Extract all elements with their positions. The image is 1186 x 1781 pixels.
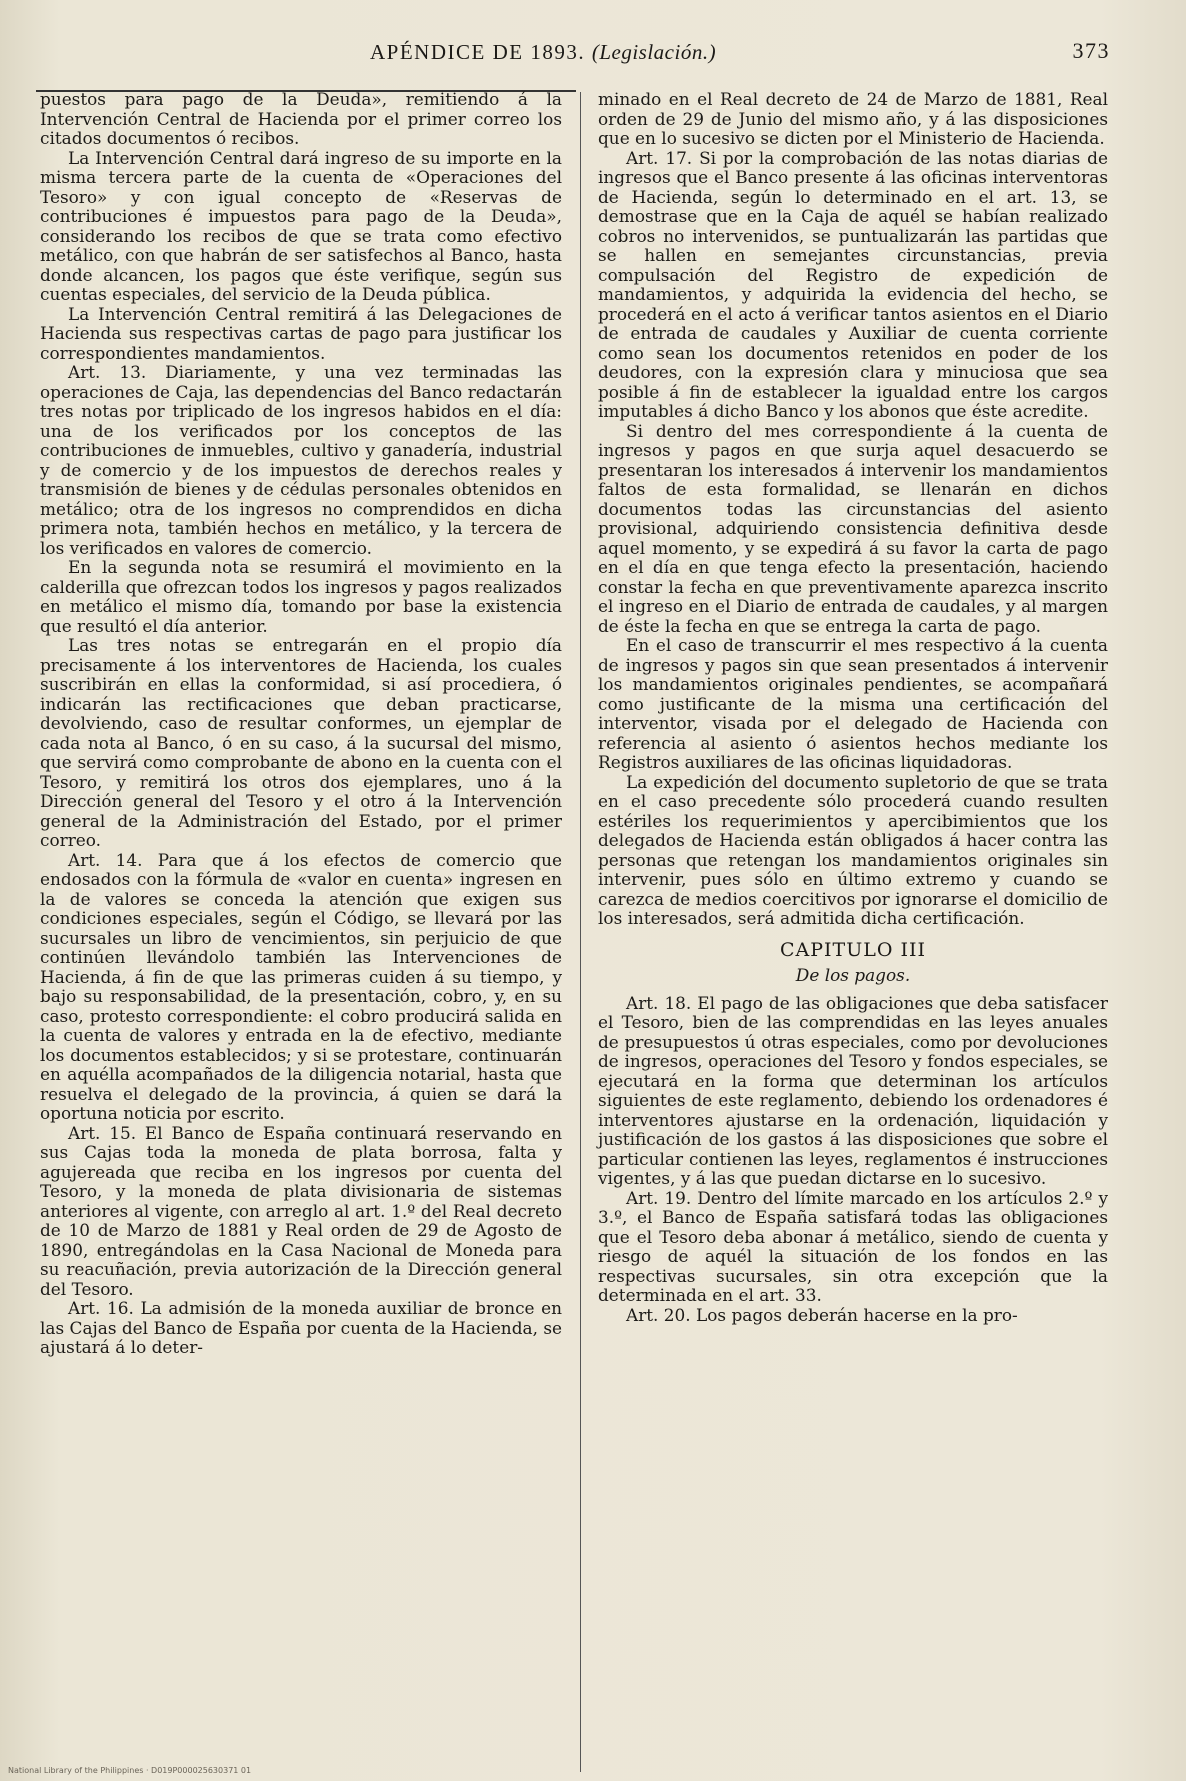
paragraph: Si dentro del mes correspondiente á la cuenta de ingresos y pagos en que surja aquel desacuerdo se presentaran los interesados á intervenir los mandamientos faltos de esta formalidad, se llenarán en dichos documentos todas las circunstancias del asiento provisional, adquiriendo consistencia definitiva desde aquel momento, y se expedirá á su favor la carta de pago en el día en que tenga efecto la presentación, haciendo constar la fecha en que preventivamente aparezca inscrito el ingreso en el Diario de entrada de caudales, y al margen de éste la fecha en que se entrega la carta de pago. [598,420,1108,636]
header-title: APÉNDICE DE 1893. (Legislación.) [370,40,717,64]
paragraph: Art. 19. Dentro del límite marcado en los artículos 2.º y 3.º, el Banco de España satisfará todas las obligaciones que el Tesoro deba abonar á metálico, siendo de cuenta y riesgo de aquél la situación de los fondos en las respectivas sucursales, sin otra excepción que la determinada en el art. 33. [598,1187,1108,1305]
paragraph: Art. 17. Si por la comprobación de las notas diarias de ingresos que el Banco presente á las oficinas interventoras de Hacienda, según lo determinado en el art. 13, se demostrase que en la Caja de aquél se habían realizado cobros no intervenidos, se puntualizarán las partidas que se hallen en semejantes circunstancias, previa compulsación del Registro de expedición de mandamientos, y adquirida la evidencia del hecho, se procederá en el acto á verificar tantos asientos en el Diario de entrada de caudales y Auxiliar de cuenta corriente como sean los documentos retenidos en poder de los deudores, con la expresión clara y minuciosa que sea posible á fin de establecer la igualdad entre los cargos imputables á dicho Banco y los abonos que éste acredite. [598,147,1108,421]
paragraph: La expedición del documento supletorio de que se trata en el caso precedente sólo procederá cuando resulten estériles los requerimientos y apercibimientos que los delegados de Hacienda están obligados á hacer contra las personas que retengan los mandamientos originales sin intervenir, pues sólo en último extremo y cuando se carezca de medios coercitivos por ignorarse el domicilio de los interesados, será admitida dicha certificación. [598,771,1108,928]
footer-watermark: National Library of the Philippines · D019P000025630371 01 [8,1766,252,1775]
paragraph: Art. 16. La admisión de la moneda auxiliar de bronce en las Cajas del Banco de España por cuenta de la Hacienda, se ajustará á lo deter- [40,1298,562,1357]
paragraph: Las tres notas se entregarán en el propio día precisamente á los interventores de Hacienda, los cuales suscribirán en ellas la conformidad, si así procediera, ó indicarán las rectificaciones que deban practicarse, devolviendo, caso de resultar conformes, un ejemplar de cada nota al Banco, ó en su caso, á la sucursal del mismo, que servirá como comprobante de abono en la cuenta con el Tesoro, y remitirá los otros dos ejemplares, uno á la Dirección general del Tesoro y el otro á la Intervención general de la Administración del Estado, por el primer correo. [40,635,562,850]
chapter-heading: CAPITULO III [780,938,926,961]
header-title-italic: (Legislación.) [591,40,717,64]
right-column-text-after [598,994,1108,1326]
paragraph: minado en el Real decreto de 24 de Marzo de 1881, Real orden de 29 de Junio del mismo año, y á las disposiciones que en lo sucesivo se dicten por el Ministerio de Hacienda. [598,89,1108,148]
left-column [40,90,562,1358]
paragraph: La Intervención Central dará ingreso de su importe en la misma tercera parte de la cuenta de «Operaciones del Tesoro» y con igual concepto de «Reservas de contribuciones é impuestos para pago de la Deuda», considerando los recibos de que se trata como efectivo metálico, con que habrán de ser satisfechos al Banco, hasta donde alcancen, los pagos que éste verifique, según sus cuentas especiales, del servicio de la Deuda pública. [40,147,562,304]
running-header [40,28,1110,68]
paragraph: Art. 18. El pago de las obligaciones que deba satisfacer el Tesoro, bien de las comprendidas en las leyes anuales de presupuestos ú otras especiales, como por devoluciones de ingresos, operaciones del Tesoro y fondos especiales, se ejecutará en la forma que determinan los artículos siguientes de este reglamento, debiendo los ordenadores é interventores ajustarse en la ordenación, liquidación y justificación de los gastos á las disposiciones que sobre el particular contienen las leyes, reglamentos é instrucciones vigentes, y á las que puedan dictarse en lo sucesivo. [598,992,1108,1188]
right-column-text [598,90,1108,929]
paragraph: Art. 15. El Banco de España continuará reservando en sus Cajas toda la moneda de plata borrosa, falta y agujereada que reciba en los ingresos por cuenta del Tesoro, y la moneda de plata divisionaria de sistemas anteriores al vigente, con arreglo al art. 1.º del Real decreto de 10 de Marzo de 1881 y Real orden de 29 de Agosto de 1890, entregándolas en la Casa Nacional de Moneda para su reacuñación, previa autorización de la Dirección general del Tesoro. [40,1122,562,1299]
column-divider [580,92,581,1772]
right-column [598,90,1108,1325]
paragraph: Art. 13. Diariamente, y una vez terminadas las operaciones de Caja, las dependencias del Banco redactarán tres notas por triplicado de los ingresos habidos en el día: una de los verificados por los conceptos de las contribuciones de inmuebles, cultivo y ganadería, industrial y de comercio y de los impuestos de derechos reales y transmisión de bienes y de cédulas personales obtenidos en metálico; otra de los ingresos no comprendidos en dicha primera nota, también hechos en metálico, y la tercera de los verificados en valores de comercio. [40,362,562,558]
paragraph: Art. 20. Los pagos deberán hacerse en la pro- [626,1304,1018,1325]
chapter-subheading: De los pagos. [795,965,911,985]
paragraph: La Intervención Central remitirá á las Delegaciones de Hacienda sus respectivas cartas de pago para justificar los correspondientes mandamientos. [40,303,562,363]
page-number: 373 [1072,38,1110,63]
paragraph: Art. 14. Para que á los efectos de comercio que endosados con la fórmula de «valor en cuenta» ingresen en la de valores se conceda la atención que exigen sus condiciones especiales, según el Código, se llevará por las sucursales un libro de vencimientos, sin perjuicio de que continúen llevándolo también las Intervenciones de Hacienda, á fin de que las primeras cuiden á su tiempo, y bajo su responsabilidad, de la presentación, cobro, y, en su caso, protesto correspondiente: el cobro producirá salida en la cuenta de valores y entrada en la de efectivo, mediante los documentos establecidos; y si se protestare, continuarán en aquélla acompañados de la diligencia notarial, hasta que resuelva el delegado de la provincia, á quien se dará la oportuna noticia por escrito. [40,849,562,1123]
paragraph: En la segunda nota se resumirá el movimiento en la calderilla que ofrezcan todos los ingresos y pagos realizados en metálico el mismo día, tomando por base la existencia que resultó el día anterior. [40,557,562,636]
paragraph: En el caso de transcurrir el mes respectivo á la cuenta de ingresos y pagos sin que sean presentados á intervenir los mandamientos originales pendientes, se acompañará como justificante de la misma una certificación del interventor, visada por el delegado de Hacienda con referencia al asiento ó asientos hechos mediante los Registros auxiliares de las oficinas liquidadoras. [598,635,1108,772]
paragraph: puestos para pago de la Deuda», remitiendo á la Intervención Central de Hacienda por el primer correo los citados documentos ó recibos. [40,89,562,148]
